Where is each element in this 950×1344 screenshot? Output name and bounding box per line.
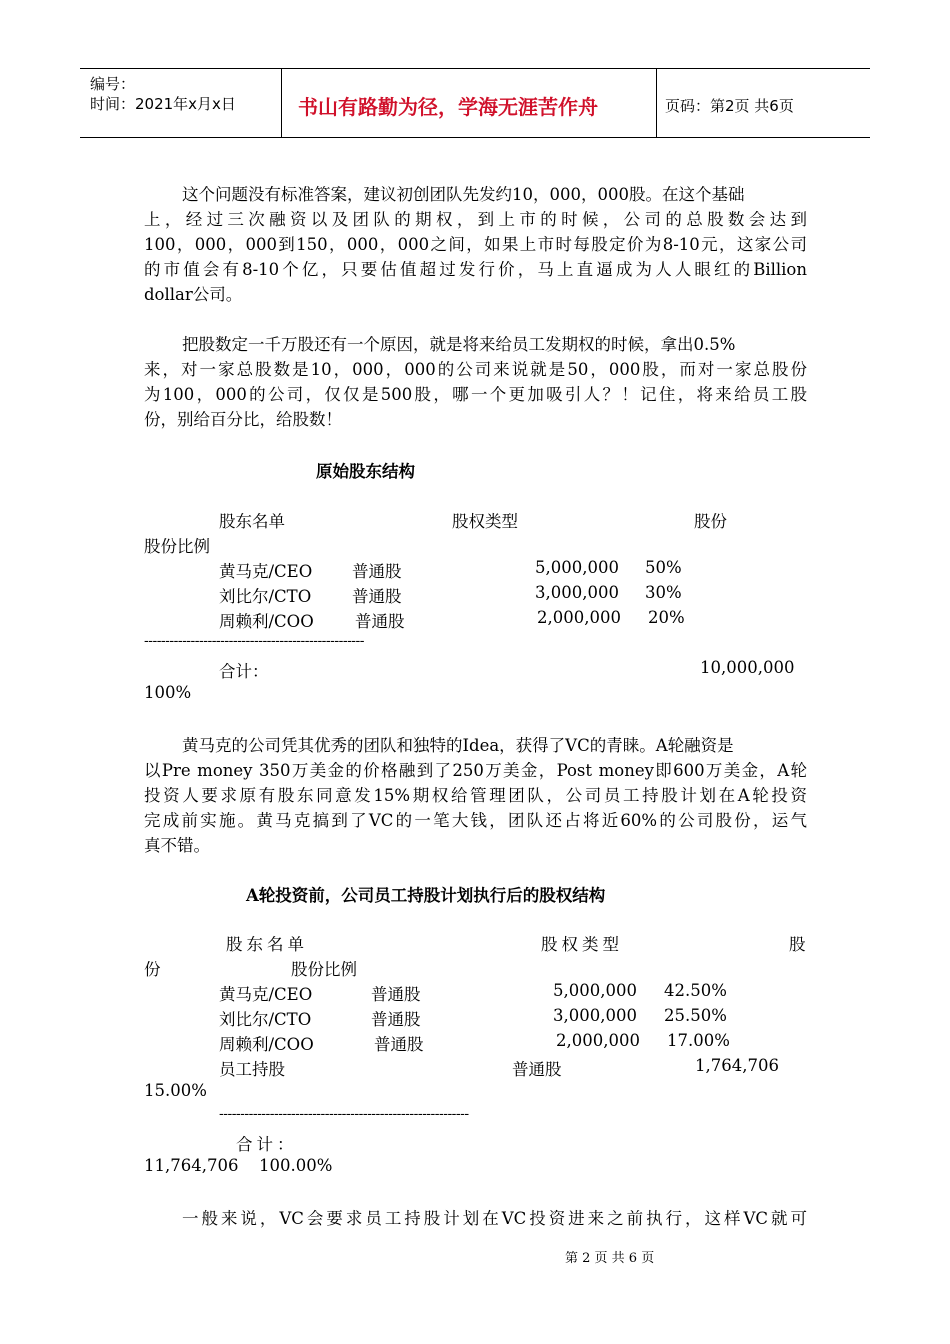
table-row-ratio: 30% [645,583,682,602]
table2-col-shares: 股 [789,935,806,954]
table-row-shares: 3,000,000 [553,1006,637,1025]
table-row-name: 员工持股 [219,1060,285,1079]
paragraph-vc-esop [144,1206,807,1231]
document-number: 编号： [90,75,136,93]
text-line: 真不错。 [144,836,210,855]
table-row-ratio: 42.50% [664,981,727,1000]
document-date: 时间：2021年x月x日 [90,95,236,113]
text-line: 一般来说，VC会要求员工持股计划在VC投资进来之前执行，这样VC就可 [182,1209,807,1228]
page-header [80,68,870,138]
paragraph-series-a [144,733,807,858]
table-row-ratio: 17.00% [667,1031,730,1050]
table-row-name: 黄马克/CEO [219,985,313,1004]
text-line: 上，经过三次融资以及团队的期权，到上市的时候，公司的总股数会达到 [144,210,807,229]
table-row-shares: 2,000,000 [537,608,621,627]
table-row-type: 普通股 [352,562,402,581]
table1-col-ratio: 股份比例 [144,537,210,556]
table2-col-type: 股权类型 [541,935,623,954]
table-row-name: 刘比尔/CTO [219,587,312,606]
table-row-shares: 2,000,000 [556,1031,640,1050]
text-line: dollar公司。 [144,285,243,304]
table-row-type: 普通股 [374,1035,424,1054]
table-row-name: 周赖利/COO [219,612,314,631]
table-row-ratio: 20% [648,608,685,627]
table1-total-ratio: 100% [144,683,192,702]
table-row-type: 普通股 [371,1010,421,1029]
text-line: 把股数定一千万股还有一个原因，就是将来给员工发期权的时候，拿出0.5% [182,335,736,354]
table2-divider: ----------------------------------------------------------- [219,1106,469,1122]
table2-total-ratio: 100.00% [259,1156,333,1175]
header-motto: 书山有路勤为径，学海无涯苦作舟 [298,95,598,119]
header-divider [656,69,657,137]
paragraph-ten-million-reason [144,332,807,432]
text-line: 完成前实施。黄马克搞到了VC的一笔大钱，团队还占将近60%的公司股份，运气 [144,811,807,830]
table-row-shares: 5,000,000 [535,558,619,577]
text-line: 这个问题没有标准答案，建议初创团队先发约10，000，000股。在这个基础 [182,185,745,204]
table-row-name: 黄马克/CEO [219,562,313,581]
table-row-type: 普通股 [352,587,402,606]
table2-col-name: 股东名单 [226,935,308,954]
table-row-shares: 1,764,706 [695,1056,779,1075]
table2-col-shares: 份 [144,960,161,979]
table-row-ratio: 15.00% [144,1081,207,1100]
table2-col-ratio: 股份比例 [291,960,357,979]
table1-title: 原始股东结构 [316,462,415,481]
table1-col-type: 股权类型 [452,512,518,531]
text-line: 份，别给百分比，给股数！ [144,410,342,429]
table2-total-shares: 11,764,706 [144,1156,239,1175]
table-row-shares: 3,000,000 [535,583,619,602]
text-line: 以Pre money 350万美金的价格融到了250万美金，Post money即600万美金，A轮 [144,761,807,780]
table-row-shares: 5,000,000 [553,981,637,1000]
table-row-ratio: 50% [645,558,682,577]
paragraph-share-count [144,182,807,307]
table-row-type: 普通股 [371,985,421,1004]
text-line: 来，对一家总股数是10，000，000的公司来说就是50，000股，而对一家总股份 [144,360,807,379]
table-row-name: 周赖利/COO [219,1035,314,1054]
table-row-type: 普通股 [512,1060,562,1079]
text-line: 投资人要求原有股东同意发15%期权给管理团队，公司员工持股计划在A轮投资 [144,786,807,805]
table1-col-shares: 股份 [694,512,727,531]
table1-col-name: 股东名单 [219,512,285,531]
text-line: 100，000，000到150，000，000之间，如果上市时每股定价为8-10元，这家公司 [144,235,807,254]
table1-total-shares: 10,000,000 [700,658,795,677]
page-number-label: 页码：第2页 共6页 [665,97,794,115]
text-line: 黄马克的公司凭其优秀的团队和独特的Idea，获得了VC的青睐。A轮融资是 [182,736,734,755]
text-line: 的市值会有8-10个亿，只要估值超过发行价，马上直逼成为人人眼红的Billion [144,260,807,279]
text-line: 为100，000的公司，仅仅是500股，哪一个更加吸引人？！记住，将来给员工股 [144,385,807,404]
table1-divider: ---------------------------------------------------- [144,633,364,649]
table2-total-label: 合计： [236,1135,298,1154]
table2-title: A轮投资前，公司员工持股计划执行后的股权结构 [246,886,606,905]
table-row-name: 刘比尔/CTO [219,1010,312,1029]
table-row-type: 普通股 [355,612,405,631]
table-row-ratio: 25.50% [664,1006,727,1025]
table1-total-label: 合计： [219,662,269,681]
page-footer: 第 2 页 共 6 页 [565,1251,655,1266]
header-divider [281,69,282,137]
